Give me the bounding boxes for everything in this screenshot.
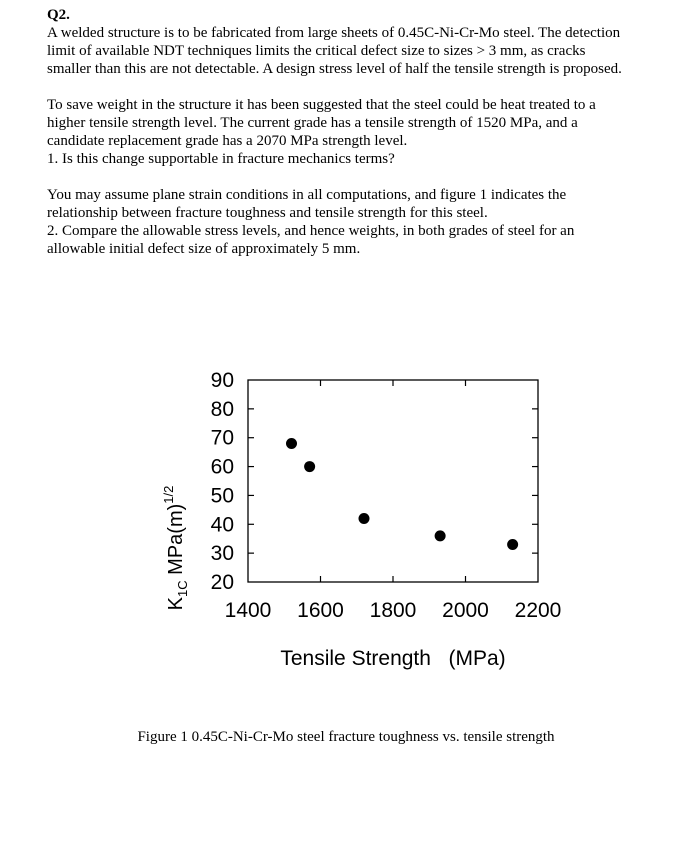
text-line: To save weight in the structure it has been suggested that the steel could be heat treated to a	[47, 97, 596, 113]
y-tick-label: 70	[210, 426, 234, 450]
y-tick-label: 80	[210, 397, 234, 421]
y-tick-label: 20	[210, 571, 234, 594]
x-tick-label: 2200	[514, 599, 562, 622]
paragraph-1	[47, 24, 677, 78]
data-point	[286, 438, 297, 449]
paragraph-3	[47, 186, 677, 258]
text-line: smaller than this are not detectable. A design stress level of half the tensile strength is proposed.	[47, 61, 622, 77]
x-tick-label: 1600	[297, 599, 344, 622]
figure-caption: Figure 1 0.45C-Ni-Cr-Mo steel fracture toughness vs. tensile strength	[137, 729, 555, 745]
x-tick-label: 1400	[224, 599, 272, 622]
y-tick-label: 90	[210, 369, 234, 392]
text-line: higher tensile strength level. The current grade has a tensile strength of 1520 MPa, and a	[47, 115, 578, 131]
y-label-rest: MPa(m)	[165, 503, 187, 581]
y-tick-label: 40	[210, 513, 234, 537]
data-point	[507, 539, 518, 550]
data-point	[435, 530, 446, 541]
figure-chart	[150, 360, 580, 680]
text-line: 1. Is this change supportable in fracture mechanics terms?	[47, 151, 395, 167]
text-line: candidate replacement grade has a 2070 MPa strength level.	[47, 133, 408, 149]
paragraph-2	[47, 96, 677, 168]
scatter-chart	[150, 360, 580, 680]
plot-frame	[248, 380, 538, 582]
y-label-sub: 1C	[175, 580, 190, 598]
y-tick-label: 30	[210, 542, 234, 566]
question-text	[47, 6, 677, 276]
text-line: limit of available NDT techniques limits the critical defect size to sizes > 3 mm, as cracks	[47, 43, 586, 59]
data-point	[359, 513, 370, 524]
text-line: A welded structure is to be fabricated from large sheets of 0.45C-Ni-Cr-Mo steel. The detection	[47, 25, 621, 41]
y-label-sup: 1/2	[161, 485, 176, 504]
text-line: allowable initial defect size of approximately 5 mm.	[47, 241, 361, 257]
text-line: 2. Compare the allowable stress levels, and hence weights, in both grades of steel for an	[47, 223, 575, 239]
text-line: You may assume plane strain conditions in all computations, and figure 1 indicates the	[47, 187, 567, 203]
x-tick-label: 2000	[442, 599, 489, 622]
y-label-k: K	[165, 597, 187, 611]
y-axis-label	[161, 486, 190, 611]
data-point	[304, 461, 315, 472]
x-axis-label: Tensile Strength (MPa)	[280, 647, 506, 670]
question-label: Q2.	[47, 7, 70, 23]
y-tick-label: 60	[210, 455, 234, 479]
x-tick-label: 1800	[369, 599, 417, 622]
text-line: relationship between fracture toughness and tensile strength for this steel.	[47, 205, 488, 221]
y-tick-label: 50	[210, 484, 234, 508]
plot-area	[211, 369, 562, 622]
